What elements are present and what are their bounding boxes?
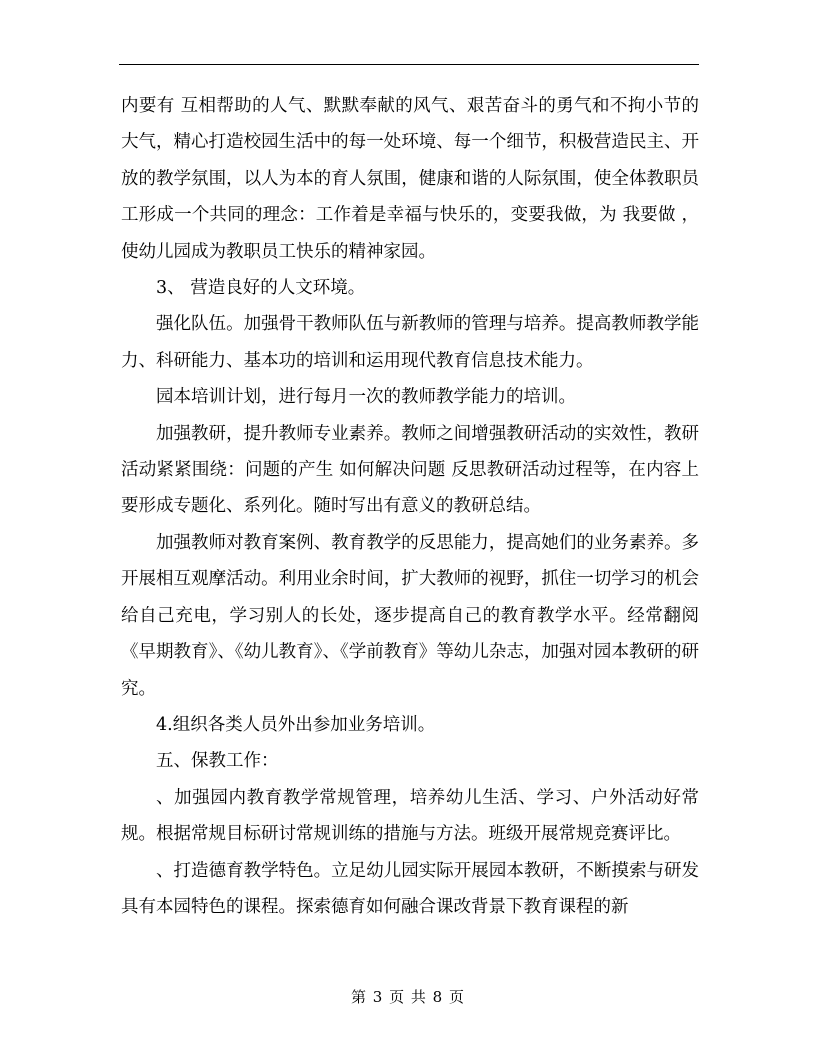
document-body	[121, 88, 699, 925]
paragraph-7: 4.组织各类人员外出参加业务培训。	[156, 714, 436, 735]
paragraph-6: 加强教师对教育案例、教育教学的反思能力，提高她们的业务素养。多开展相互观摩活动。利用业余时间，扩大教师的视野，抓住一切学习的机会给自己充电，学习别人的长处，逐步提高自己的教育教学水平。经常翻阅《早期教育》、《幼儿教育》、《学前教育》等幼儿杂志，加强对园本教研的研究。	[121, 532, 699, 699]
page-number-footer: 第 3 页 共 8 页	[351, 988, 465, 1006]
paragraph-3: 强化队伍。加强骨干教师队伍与新教师的管理与培养。提高教师教学能力、科研能力、基本功的培训和运用现代教育信息技术能力。	[121, 314, 699, 371]
paragraph-1: 内要有 互相帮助的人气、默默奉献的风气、艰苦奋斗的勇气和不拘小节的大气，精心打造校园生活中的每一处环境、每一个细节，积极营造民主、开放的教学氛围，以人为本的育人氛围，健康和谐的人际氛围，使全体教职员工形成一个共同的理念：工作着是幸福与快乐的，变要我做，为 我要做 ，使幼儿园成为教职员工快乐的精神家园。	[121, 96, 699, 262]
paragraph-8: 五、保教工作：	[156, 751, 279, 772]
paragraph-2: 3、 营造良好的人文环境。	[156, 278, 366, 299]
paragraph-10: 、打造德育教学特色。立足幼儿园实际开展园本教研，不断摸索与研发具有本园特色的课程。探索德育如何融合课改背景下教育课程的新	[121, 860, 699, 917]
paragraph-9: 、加强园内教育教学常规管理，培养幼儿生活、学习、户外活动好常规。根据常规目标研讨常规训练的措施与方法。班级开展常规竞赛评比。	[121, 787, 699, 845]
header-rule	[119, 64, 699, 65]
paragraph-5: 加强教研，提升教师专业素养。教师之间增强教研活动的实效性，教研活动紧紧围绕：问题的产生 如何解决问题 反思教研活动过程等，在内容上要形成专题化、系列化。随时写出有意义的教研总结。	[121, 423, 699, 517]
paragraph-4: 园本培训计划，进行每月一次的教师教学能力的培训。	[156, 387, 576, 408]
